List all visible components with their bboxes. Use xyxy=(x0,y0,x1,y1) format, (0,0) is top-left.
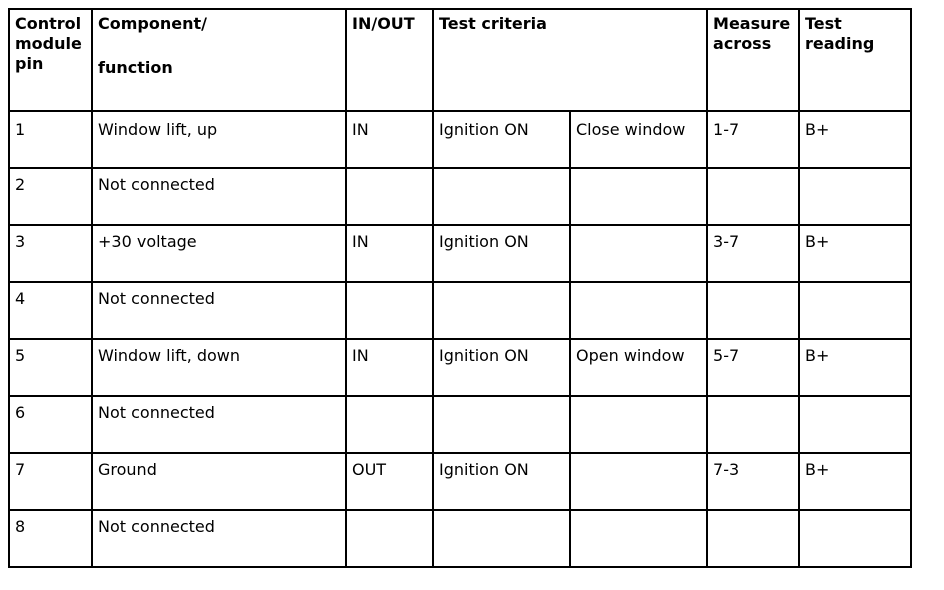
cell-criteria-condition: Ignition ON xyxy=(433,453,570,510)
cell-measure xyxy=(707,282,799,339)
cell-criteria-action xyxy=(570,453,707,510)
cell-measure: 5-7 xyxy=(707,339,799,396)
header-measure: Measure across xyxy=(707,9,799,111)
cell-criteria-condition xyxy=(433,282,570,339)
cell-reading: B+ xyxy=(799,111,911,168)
cell-pin: 8 xyxy=(9,510,92,567)
cell-criteria-action: Open window xyxy=(570,339,707,396)
cell-pin: 5 xyxy=(9,339,92,396)
cell-pin: 3 xyxy=(9,225,92,282)
table-row xyxy=(9,111,911,168)
cell-criteria-action xyxy=(570,225,707,282)
cell-criteria-action xyxy=(570,510,707,567)
header-component-line1: Component/ xyxy=(98,14,207,33)
cell-pin: 6 xyxy=(9,396,92,453)
cell-component: Not connected xyxy=(92,282,346,339)
cell-in-out: OUT xyxy=(346,453,433,510)
cell-component: Ground xyxy=(92,453,346,510)
cell-component: Not connected xyxy=(92,396,346,453)
cell-in-out: IN xyxy=(346,111,433,168)
cell-reading: B+ xyxy=(799,225,911,282)
cell-component: Window lift, down xyxy=(92,339,346,396)
cell-criteria-action xyxy=(570,282,707,339)
cell-reading: B+ xyxy=(799,453,911,510)
cell-reading: B+ xyxy=(799,339,911,396)
cell-in-out xyxy=(346,282,433,339)
cell-reading xyxy=(799,282,911,339)
cell-criteria-condition xyxy=(433,168,570,225)
cell-reading xyxy=(799,168,911,225)
cell-criteria-condition xyxy=(433,396,570,453)
cell-criteria-condition xyxy=(433,510,570,567)
cell-reading xyxy=(799,510,911,567)
cell-component: +30 voltage xyxy=(92,225,346,282)
header-test-criteria: Test criteria xyxy=(433,9,707,111)
cell-pin: 4 xyxy=(9,282,92,339)
cell-measure xyxy=(707,168,799,225)
cell-criteria-condition: Ignition ON xyxy=(433,225,570,282)
cell-component: Window lift, up xyxy=(92,111,346,168)
header-row xyxy=(9,9,911,111)
cell-in-out: IN xyxy=(346,339,433,396)
table-row xyxy=(9,396,911,453)
table-row xyxy=(9,225,911,282)
header-component-line2: function xyxy=(98,58,173,77)
table-row xyxy=(9,510,911,567)
cell-reading xyxy=(799,396,911,453)
cell-component: Not connected xyxy=(92,168,346,225)
cell-pin: 2 xyxy=(9,168,92,225)
table-row xyxy=(9,453,911,510)
cell-in-out xyxy=(346,168,433,225)
cell-measure xyxy=(707,510,799,567)
header-component xyxy=(92,9,346,111)
cell-in-out xyxy=(346,510,433,567)
cell-measure xyxy=(707,396,799,453)
cell-in-out xyxy=(346,396,433,453)
cell-criteria-condition: Ignition ON xyxy=(433,339,570,396)
header-in-out: IN/OUT xyxy=(346,9,433,111)
cell-measure: 1-7 xyxy=(707,111,799,168)
pin-test-table xyxy=(8,8,912,568)
cell-measure: 3-7 xyxy=(707,225,799,282)
table-body xyxy=(9,111,911,567)
header-pin: Control module pin xyxy=(9,9,92,111)
cell-component: Not connected xyxy=(92,510,346,567)
header-reading: Test reading xyxy=(799,9,911,111)
cell-criteria-condition: Ignition ON xyxy=(433,111,570,168)
cell-criteria-action xyxy=(570,396,707,453)
cell-pin: 7 xyxy=(9,453,92,510)
cell-criteria-action: Close window xyxy=(570,111,707,168)
table-row xyxy=(9,339,911,396)
cell-pin: 1 xyxy=(9,111,92,168)
cell-in-out: IN xyxy=(346,225,433,282)
cell-criteria-action xyxy=(570,168,707,225)
table-row xyxy=(9,168,911,225)
cell-measure: 7-3 xyxy=(707,453,799,510)
table-row xyxy=(9,282,911,339)
